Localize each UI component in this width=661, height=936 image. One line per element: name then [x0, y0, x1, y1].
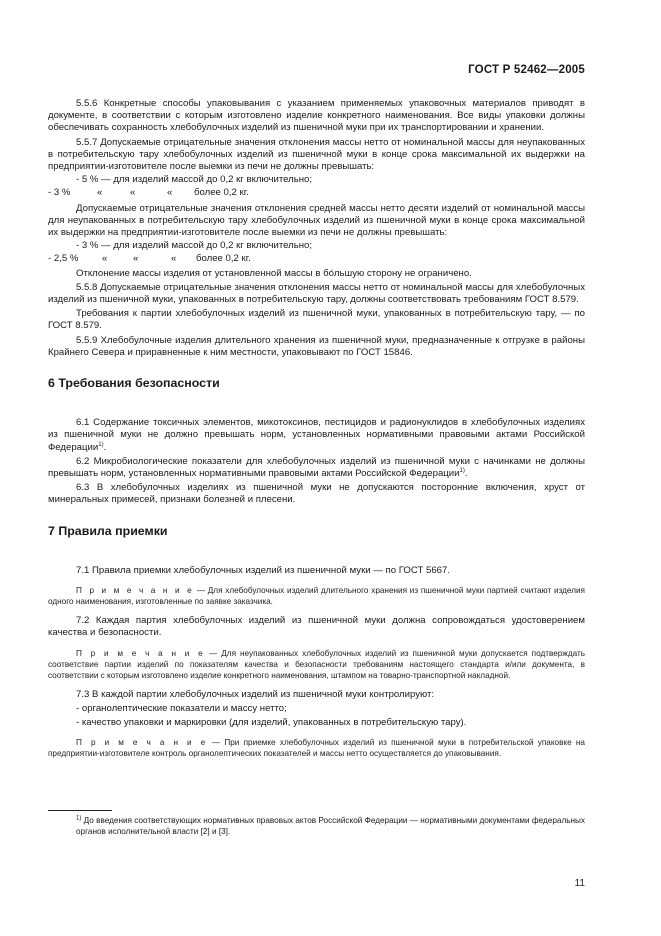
tolerance-value: - 2,5 %: [48, 253, 79, 265]
section-7-heading: 7 Правила приемки: [48, 523, 168, 538]
ditto-mark: «: [133, 253, 139, 265]
tolerance-value: - 3 %: [48, 187, 71, 199]
ditto-mark: «: [167, 187, 173, 199]
footnote: $^{1)}$ До введения соответствующих нормативных правовых актов Российской Федерации — нормативными документами федеральных органов исполнительной власти [2] и [3].: [76, 815, 585, 836]
tolerance-row-2: [48, 187, 585, 199]
tolerance-row-4: [48, 253, 585, 265]
paragraph-7-1: 7.1 Правила приемки хлебобулочных изделий из пшеничной муки — по ГОСТ 5667.: [76, 564, 451, 576]
paragraph-7-2: 7.2 Каждая партия хлебобулочных изделий из пшеничной муки должна сопровождаться удостоверением качества и безопасности.: [48, 615, 585, 639]
paragraph-5-5-7: 5.5.7 Допускаемые отрицательные значения отклонения массы нетто от номинальной массы для неупакованных в потребительскую тару хлебобулочных изделий из пшеничной муки в конце срока максимальной их выдержки на предприятии-изготовителе после выемки из печи не должны превышать:: [48, 136, 585, 173]
paragraph-5-5-7-average: Допускаемые отрицательные значения отклонения средней массы нетто десяти изделий от номинальной массы для неупакованных в потребительскую тару хлебобулочных изделий из пшеничной муки в конце срока максимальной их выдержки на предприятии-изготовителе после выемки из печи не должны превышать:: [48, 202, 585, 239]
note-7-2: П р и м е ч а н и е — Для неупакованных хлебобулочных изделий из пшеничной муки допускается подтверждать соответствие партии изделий по показателям качества и безопасности требованиям настоящего стандарта и/или документа, в соответствии с которым изготовлено изделие конкретного наименования, штампом на товарно-транспортной накладной.: [48, 648, 585, 680]
document-code-header: ГОСТ Р 52462—2005: [468, 64, 585, 76]
footnote-ref: 1): [98, 441, 104, 448]
tolerance-row-1: - 5 % — для изделий массой до 0,2 кг включительно;: [76, 174, 313, 186]
paragraph-5-5-6: 5.5.6 Конкретные способы упаковывания с указанием применяемых упаковочных материалов приводят в документе, в соответствии с которым изготовлено изделие конкретного наименования. Все виды упаковки должны обеспечивать сохранность хлебобулочных изделий из пшеничной муки при их транспортировании и хранении.: [48, 98, 585, 134]
tolerance-row-3: - 3 % — для изделий массой до 0,2 кг включительно;: [76, 240, 313, 252]
ditto-mark: «: [171, 253, 177, 265]
paragraph-deviation-upper: Отклонение массы изделия от установленной массы в бóльшую сторону не ограничено.: [76, 267, 472, 279]
ditto-mark: «: [97, 187, 103, 199]
section-6-heading: 6 Требования безопасности: [48, 376, 220, 391]
paragraph-6-3: 6.3 В хлебобулочных изделиях из пшеничной муки не допускаются посторонние включения, хруст от минеральных примесей, признаки болезней и плесени.: [48, 482, 585, 506]
paragraph-5-5-9: 5.5.9 Хлебобулочные изделия длительного хранения из пшеничной муки, предназначенные к отгрузке в районы Крайнего Севера и приравненные к ним местности, упаковывают по ГОСТ 15846.: [48, 334, 585, 358]
paragraph-6-2: 6.2 Микробиологические показатели для хлебобулочных изделий из пшеничной муки с начинками не должны превышать норм, установленных нормативными правовыми актами Российской Федерации$^{1)}$.: [48, 455, 585, 480]
list-item-packaging: - качество упаковки и маркировки (для изделий, упакованных в потребительскую тару).: [76, 716, 467, 728]
mass-range: более 0,2 кг.: [196, 253, 251, 265]
paragraph-7-3: 7.3 В каждой партии хлебобулочных изделий из пшеничной муки контролируют:: [76, 688, 435, 700]
paragraph-5-5-8: 5.5.8 Допускаемые отрицательные значения отклонения массы нетто от номинальной массы для хлебобулочных изделий из пшеничной муки, упакованных в потребительскую тару, должны соответствовать требованиям ГОСТ 8.579.: [48, 281, 585, 306]
footnote-separator: [48, 810, 112, 811]
list-item-organoleptic: - органолептические показатели и массу нетто;: [76, 702, 287, 714]
page-number: 11: [574, 878, 585, 889]
mass-range: более 0,2 кг.: [194, 187, 249, 199]
paragraph-6-1: 6.1 Содержание токсичных элементов, микотоксинов, пестицидов и радионуклидов в хлебобулочных изделиях из пшеничной муки не должно превышать норм, установленных нормативными правовыми актами Российской Федерации$^{1)}$.: [48, 417, 585, 453]
footnote-ref: 1): [459, 467, 465, 474]
footnote-mark: 1): [76, 815, 82, 822]
note-7-1: П р и м е ч а н и е — Для хлебобулочных изделий длительного хранения из пшеничной муки партией считают изделия одного наименования, изготовленные по заявке заказчика.: [48, 586, 585, 607]
page-content: [48, 98, 585, 759]
note-7-3: П р и м е ч а н и е — При приемке хлебобулочных изделий из пшеничной муки в потребительской упаковке на предприятии-изготовителе контроль органолептических показателей и массы нетто осуществляется до упаковывания.: [48, 738, 585, 759]
paragraph-5-5-8-batch: Требования к партии хлебобулочных изделий из пшеничной муки, упакованных в потребительскую тару, — по ГОСТ 8.579.: [48, 308, 585, 332]
ditto-mark: «: [102, 253, 108, 265]
ditto-mark: «: [130, 187, 136, 199]
